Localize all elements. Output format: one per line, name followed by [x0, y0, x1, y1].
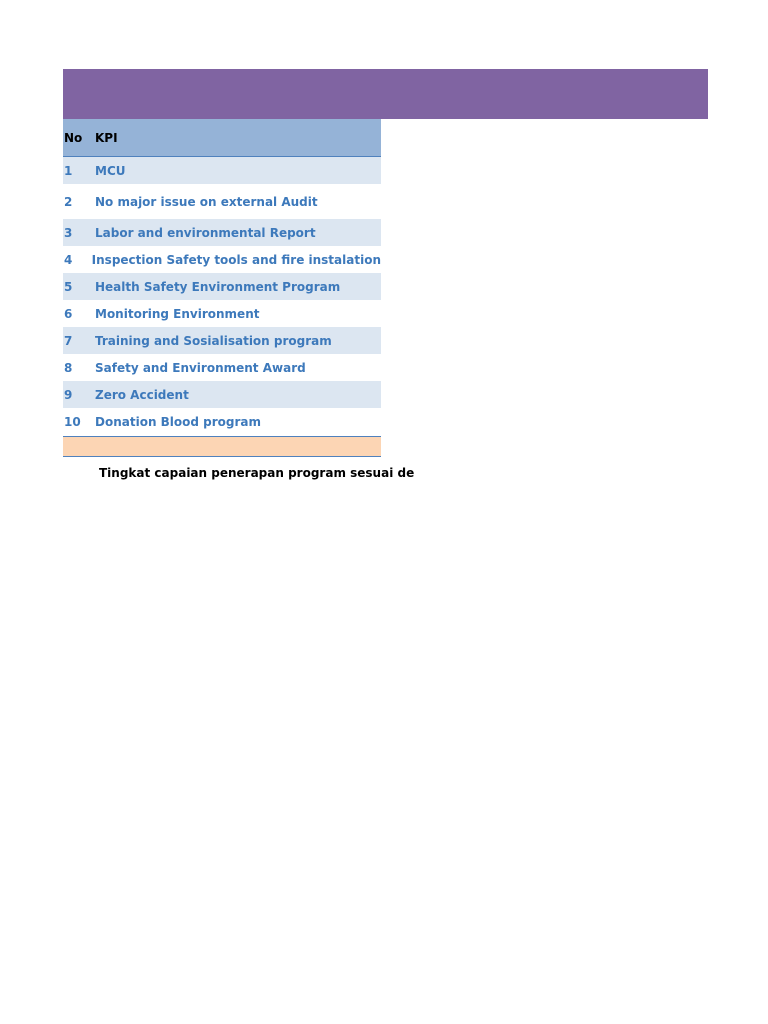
table-row [63, 408, 381, 436]
row-no: 1 [64, 163, 73, 178]
table-row [63, 273, 381, 300]
row-no: 10 [64, 415, 81, 429]
row-kpi: MCU [95, 163, 126, 178]
row-kpi: Health Safety Environment Program [95, 279, 341, 294]
table-row [63, 184, 381, 219]
row-kpi: Labor and environmental Report [95, 225, 316, 240]
row-no: 6 [64, 306, 73, 321]
row-no: 3 [64, 225, 73, 240]
table-row [63, 381, 381, 408]
row-no: 4 [64, 252, 73, 267]
title-band [63, 69, 708, 119]
header-kpi: KPI [95, 131, 118, 145]
table-row [63, 300, 381, 327]
kpi-table [63, 119, 381, 457]
table-header-row [63, 119, 381, 157]
row-kpi: Donation Blood program [95, 415, 262, 429]
total-row [63, 436, 381, 457]
row-kpi: Monitoring Environment [95, 306, 260, 321]
row-kpi: Inspection Safety tools and fire instalation [91, 252, 381, 267]
row-kpi: No major issue on external Audit [95, 194, 318, 209]
row-kpi: Zero Accident [95, 387, 189, 402]
header-no: No [64, 131, 83, 145]
row-no: 9 [64, 387, 73, 402]
row-no: 2 [64, 194, 73, 209]
table-row [63, 354, 381, 381]
row-no: 8 [64, 360, 73, 375]
table-row [63, 327, 381, 354]
row-kpi: Safety and Environment Award [95, 360, 306, 375]
footnote-text: Tingkat capaian penerapan program sesuai de [99, 466, 415, 480]
row-no: 7 [64, 333, 73, 348]
table-row [63, 219, 381, 246]
row-no: 5 [64, 279, 73, 294]
table-row [63, 246, 381, 273]
row-kpi: Training and Sosialisation program [95, 333, 332, 348]
table-row [63, 157, 381, 184]
